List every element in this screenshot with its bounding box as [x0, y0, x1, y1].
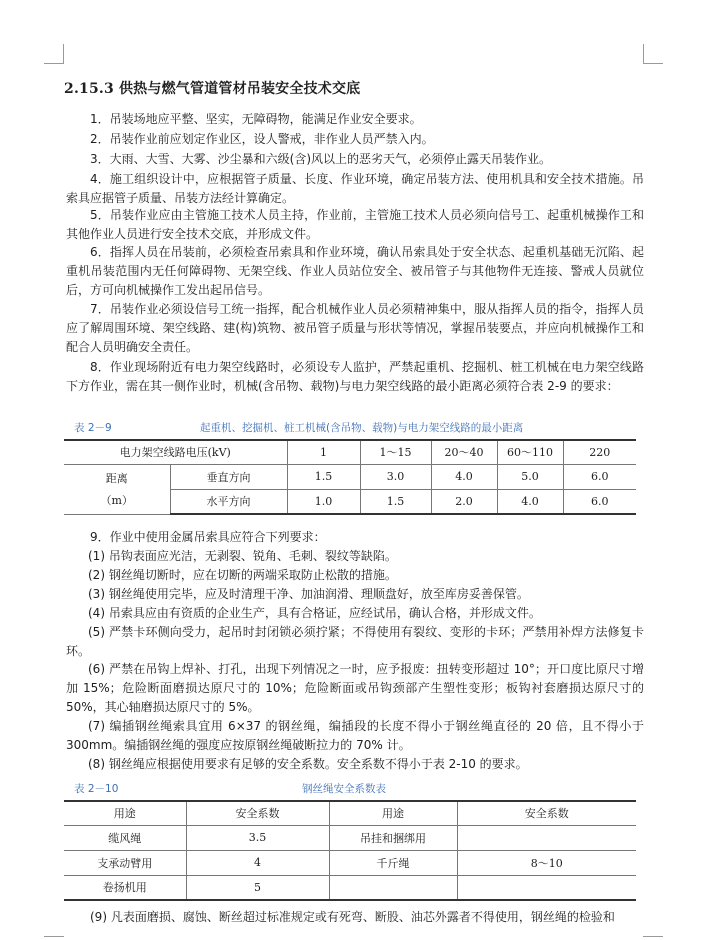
paragraph-3: 3．大雨、大雪、大雾、沙尘暴和六级(含)风以上的恶劣天气，必须停止露天吊装作业。 [90, 152, 552, 166]
crop-mark-top-left-h [44, 63, 64, 64]
table-row [64, 801, 636, 825]
paragraph-1: 1．吊装场地应平整、坚实，无障碍物，能满足作业安全要求。 [90, 112, 422, 126]
table-cell: 5 [186, 875, 329, 900]
distance-label-line-1: 距离 [105, 472, 128, 485]
table-cell: 8～10 [457, 850, 636, 875]
table-cell: 1～15 [360, 440, 431, 464]
table-row [64, 440, 636, 464]
table-header: 安全系数 [186, 801, 329, 825]
table-cell: 6.0 [563, 489, 636, 514]
table-cell: 1.0 [287, 489, 360, 514]
table-cell: 1.5 [287, 464, 360, 489]
table-cell: 支承动臂用 [64, 850, 186, 875]
table-cell: 4.0 [431, 464, 497, 489]
paragraph-8: 8．作业现场附近有电力架空线路时，必须设专人监护，严禁起重机、挖掘机、桩工机械在电力架空线路下方作业，需在其一侧作业时，机械(含吊物、载物)与电力架空线路的最小距离必须符合表 2-9 的要求： [66, 360, 644, 393]
table-cell: 60～110 [497, 440, 563, 464]
paragraph-6: 6．指挥人员在吊装前，必须检查吊索具和作业环境，确认吊索具处于安全状态、起重机基础无沉陷、起重机吊装范围内无任何障碍物、无架空线、作业人员站位安全、被吊管子与其他物件无连接、警戒人员就位后，方可向机械操作工发出起吊信号。 [66, 245, 644, 297]
table-number: 表 2－9 [74, 422, 112, 434]
table-cell: 千斤绳 [329, 850, 457, 875]
table-cell: 20～40 [431, 440, 497, 464]
table-cell [457, 875, 636, 900]
crop-mark-top-right-v [643, 44, 644, 64]
table-cell: 1.5 [360, 489, 431, 514]
paragraph-7: 7．吊装作业必须设信号工统一指挥，配合机械作业人员必须精神集中，服从指挥人员的指令，指挥人员应了解周围环境、架空线路、建(构)筑物、被吊管子质量与形状等情况，掌握吊装要点，并应向机械操作工和配合人员明确安全责任。 [66, 302, 644, 354]
table-cell: 3.0 [360, 464, 431, 489]
section-9-item-5: (5) 严禁卡环侧向受力，起吊时封闭锁必须拧紧；不得使用有裂纹、变形的卡环；严禁用补焊方法修复卡环。 [66, 625, 644, 658]
paragraph-2: 2．吊装作业前应划定作业区，设人警戒，非作业人员严禁入内。 [90, 132, 434, 146]
section-9-item-1: (1) 吊钩表面应光洁，无剥裂、锐角、毛刺、裂纹等缺陷。 [88, 549, 397, 563]
table-cell: 6.0 [563, 464, 636, 489]
section-9-intro: 9．作业中使用金属吊索具应符合下列要求： [90, 530, 326, 544]
section-9-item-3: (3) 钢丝绳使用完毕，应及时清理干净、加油润滑、理顺盘好，放至库房妥善保管。 [88, 587, 529, 601]
table-cell [329, 875, 457, 900]
section-9-item-7: (7) 编插钢丝绳索具宜用 6×37 的钢丝绳，编插段的长度不得小于钢丝绳直径的 20 倍，且不得小于 300mm。编插钢丝绳的强度应按原钢丝绳破断拉力的 70% 计。 [66, 719, 644, 752]
table-cell: 缆风绳 [64, 825, 186, 850]
table-header: 用途 [329, 801, 457, 825]
table-2-9 [64, 439, 636, 515]
table-row [64, 825, 636, 850]
table-cell: 220 [563, 440, 636, 464]
table-header: 安全系数 [457, 801, 636, 825]
paragraph-4: 4．施工组织设计中，应根据管子质量、长度、作业环境，确定吊装方法、使用机具和安全技术措施。吊索具应据管子质量、吊装方法经计算确定。 [66, 172, 644, 205]
table-cell: 3.5 [186, 825, 329, 850]
table-2-10 [64, 800, 636, 901]
crop-mark-top-right-h [643, 63, 663, 64]
crop-mark-top-left-v [63, 44, 64, 64]
table-cell: 卷扬机用 [64, 875, 186, 900]
paragraph-5: 5．吊装作业应由主管施工技术人员主持，作业前，主管施工技术人员必须向信号工、起重机械操作工和其他作业人员进行安全技术交底，并形成文件。 [66, 208, 644, 241]
crop-mark-bottom-left-h [44, 936, 64, 937]
table-title: 起重机、挖掘机、桩工机械(含吊物、载物)与电力架空线路的最小距离 [200, 422, 524, 434]
table-number: 表 2－10 [74, 783, 119, 795]
row-label: 垂直方向 [170, 464, 287, 489]
table-row [64, 875, 636, 900]
voltage-label: 电力架空线路电压(kV) [64, 440, 287, 464]
tail-paragraph: (9) 凡表面磨损、腐蚀、断丝超过标准规定或有死弯、断股、油芯外露者不得使用，钢丝绳的检验和 [90, 910, 615, 924]
table-cell: 4.0 [497, 489, 563, 514]
table-row [64, 464, 636, 489]
table-cell: 2.0 [431, 489, 497, 514]
table-cell: 1 [287, 440, 360, 464]
section-9-item-2: (2) 钢丝绳切断时，应在切断的两端采取防止松散的措施。 [88, 568, 397, 582]
table-row [64, 850, 636, 875]
table-header: 用途 [64, 801, 186, 825]
table-cell [457, 825, 636, 850]
table-title: 钢丝绳安全系数表 [302, 783, 386, 795]
section-9-item-4: (4) 吊索具应由有资质的企业生产，具有合格证，应经试吊，确认合格，并形成文件。 [88, 606, 541, 620]
distance-label [64, 464, 170, 514]
distance-label-line-2: （m） [100, 494, 133, 507]
section-9-item-8: (8) 钢丝绳应根据使用要求有足够的安全系数。安全系数不得小于表 2-10 的要求。 [88, 757, 528, 771]
table-cell: 5.0 [497, 464, 563, 489]
table-cell: 吊挂和捆绑用 [329, 825, 457, 850]
section-9-item-6: (6) 严禁在吊钩上焊补、打孔，出现下列情况之一时，应予报废：扭转变形超过 10°；开口度比原尺寸增加 15%；危险断面磨损达原尺寸的 10%；危险断面或吊钩颈部产生塑性变形；板钩衬套磨损达原尺寸的 50%，其心轴磨损达原尺寸的 5%。 [66, 662, 644, 714]
crop-mark-bottom-right-h [643, 936, 663, 937]
row-label: 水平方向 [170, 489, 287, 514]
table-cell: 4 [186, 850, 329, 875]
section-heading: 2.15.3 供热与燃气管道管材吊装安全技术交底 [64, 81, 361, 97]
